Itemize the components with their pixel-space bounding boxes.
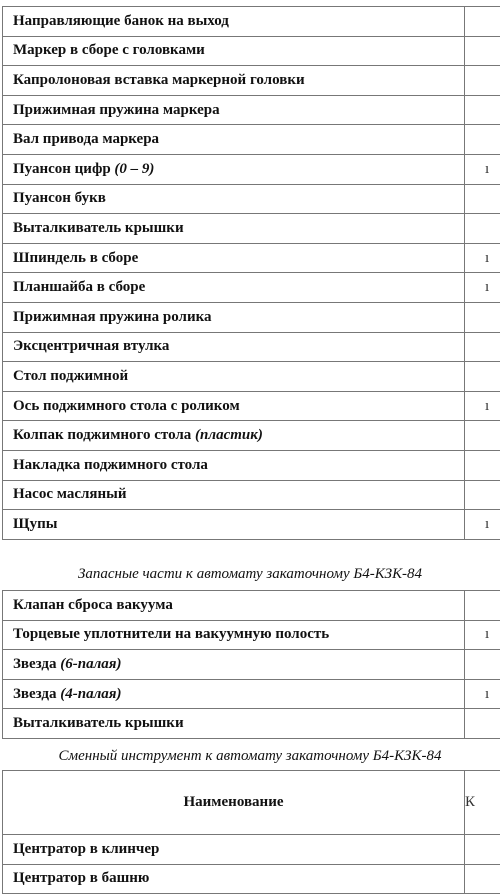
tools-table: [2, 770, 500, 894]
table-row: [3, 709, 500, 739]
part-aux-cell: [465, 591, 500, 621]
part-note: (6-палая): [60, 656, 121, 672]
table-row: [3, 66, 500, 96]
table-row: [3, 36, 500, 66]
table-row: [3, 421, 500, 451]
part-aux-cell: ı: [465, 154, 500, 184]
part-aux-cell: [465, 36, 500, 66]
part-name: Планшайба в сборе: [13, 279, 145, 295]
part-aux-cell: [465, 66, 500, 96]
table-row: [3, 620, 500, 650]
part-aux-cell: [465, 650, 500, 680]
part-aux-cell: ı: [465, 510, 500, 540]
table-row: [3, 864, 500, 894]
part-name-cell: [3, 480, 465, 510]
part-aux-cell: ı: [465, 243, 500, 273]
part-name-cell: [3, 650, 465, 680]
part-note: (0 – 9): [114, 161, 154, 177]
part-aux-cell: [465, 332, 500, 362]
part-name-cell: [3, 66, 465, 96]
part-aux-cell: [465, 7, 500, 37]
part-name-cell: [3, 679, 465, 709]
part-name-cell: [3, 243, 465, 273]
part-name: Центратор в башню: [13, 870, 149, 886]
part-name: Ось поджимного стола с роликом: [13, 398, 240, 414]
part-aux-cell: ı: [465, 679, 500, 709]
table-row: [3, 835, 500, 865]
part-name: Прижимная пружина ролика: [13, 309, 212, 325]
part-name: Насос масляный: [13, 486, 127, 502]
part-aux-cell: [465, 214, 500, 244]
section-title-tools: Сменный инструмент к автомату закаточному Б4-КЗК-84: [0, 748, 500, 765]
table-row: [3, 679, 500, 709]
part-aux-cell: [465, 362, 500, 392]
table-row: [3, 480, 500, 510]
table-row: [3, 7, 500, 37]
part-name: Направляющие банок на выход: [13, 13, 229, 29]
part-name-cell: [3, 302, 465, 332]
part-name: Маркер в сборе с головками: [13, 42, 205, 58]
table-row: [3, 332, 500, 362]
part-name-cell: [3, 421, 465, 451]
part-name: Пуансон цифр: [13, 161, 114, 177]
part-name-cell: [3, 391, 465, 421]
part-name: Пуансон букв: [13, 190, 106, 206]
spare-parts-table-2: [2, 590, 500, 739]
part-name: Стол поджимной: [13, 368, 128, 384]
part-name: Звезда: [13, 656, 60, 672]
part-note: (4-палая): [60, 686, 121, 702]
part-name-cell: [3, 591, 465, 621]
table-row: [3, 243, 500, 273]
part-name: Накладка поджимного стола: [13, 457, 208, 473]
part-name: Вал привода маркера: [13, 131, 159, 147]
table-row: [3, 154, 500, 184]
part-aux-cell: [465, 480, 500, 510]
part-name: Центратор в клинчер: [13, 841, 159, 857]
spare-parts-table-1: [2, 6, 500, 540]
part-name-cell: [3, 450, 465, 480]
part-name-cell: [3, 36, 465, 66]
part-aux-cell: ı: [465, 273, 500, 303]
part-name-cell: [3, 95, 465, 125]
part-name-cell: [3, 510, 465, 540]
table-row: [3, 125, 500, 155]
part-name: Шпиндель в сборе: [13, 250, 138, 266]
table-row: [3, 650, 500, 680]
part-name-cell: [3, 362, 465, 392]
part-note: (пластик): [195, 427, 263, 443]
part-name: Капролоновая вставка маркерной головки: [13, 72, 305, 88]
table-row: [3, 391, 500, 421]
part-aux-cell: ı: [465, 391, 500, 421]
table-row: [3, 273, 500, 303]
part-name-cell: [3, 332, 465, 362]
section-title-spare-parts: Запасные части к автомату закаточному Б4-КЗК-84: [0, 566, 500, 583]
part-aux-cell: [465, 184, 500, 214]
part-name-cell: [3, 184, 465, 214]
table-row: [3, 510, 500, 540]
part-name-cell: [3, 154, 465, 184]
table-row: [3, 95, 500, 125]
part-name: Эксцентричная втулка: [13, 338, 169, 354]
part-aux-cell: [465, 709, 500, 739]
table-row: [3, 450, 500, 480]
table-row: [3, 362, 500, 392]
part-name-cell: [3, 620, 465, 650]
part-name: Щупы: [13, 516, 58, 532]
part-name-cell: [3, 709, 465, 739]
part-name: Звезда: [13, 686, 60, 702]
part-name-cell: [3, 214, 465, 244]
part-aux-cell: [465, 95, 500, 125]
table-row: [3, 184, 500, 214]
part-name: Прижимная пружина маркера: [13, 102, 220, 118]
part-aux-cell: [465, 125, 500, 155]
part-name: Выталкиватель крышки: [13, 220, 184, 236]
part-name-cell: [3, 273, 465, 303]
part-name: Клапан сброса вакуума: [13, 597, 173, 613]
part-name-cell: [3, 7, 465, 37]
part-name: Выталкиватель крышки: [13, 715, 184, 731]
part-aux-cell: [465, 835, 500, 865]
table-row: [3, 302, 500, 332]
part-aux-cell: [465, 421, 500, 451]
part-name: Торцевые уплотнители на вакуумную полость: [13, 626, 329, 642]
part-aux-cell: [465, 864, 500, 894]
part-aux-cell: [465, 302, 500, 332]
header-name: Наименование: [3, 771, 465, 835]
part-name-cell: [3, 864, 465, 894]
table-header-row: [3, 771, 500, 835]
part-aux-cell: ı: [465, 620, 500, 650]
part-aux-cell: [465, 450, 500, 480]
part-name-cell: [3, 835, 465, 865]
part-name: Колпак поджимного стола: [13, 427, 195, 443]
part-name-cell: [3, 125, 465, 155]
table-row: [3, 214, 500, 244]
table-row: [3, 591, 500, 621]
header-aux: К: [465, 771, 500, 835]
